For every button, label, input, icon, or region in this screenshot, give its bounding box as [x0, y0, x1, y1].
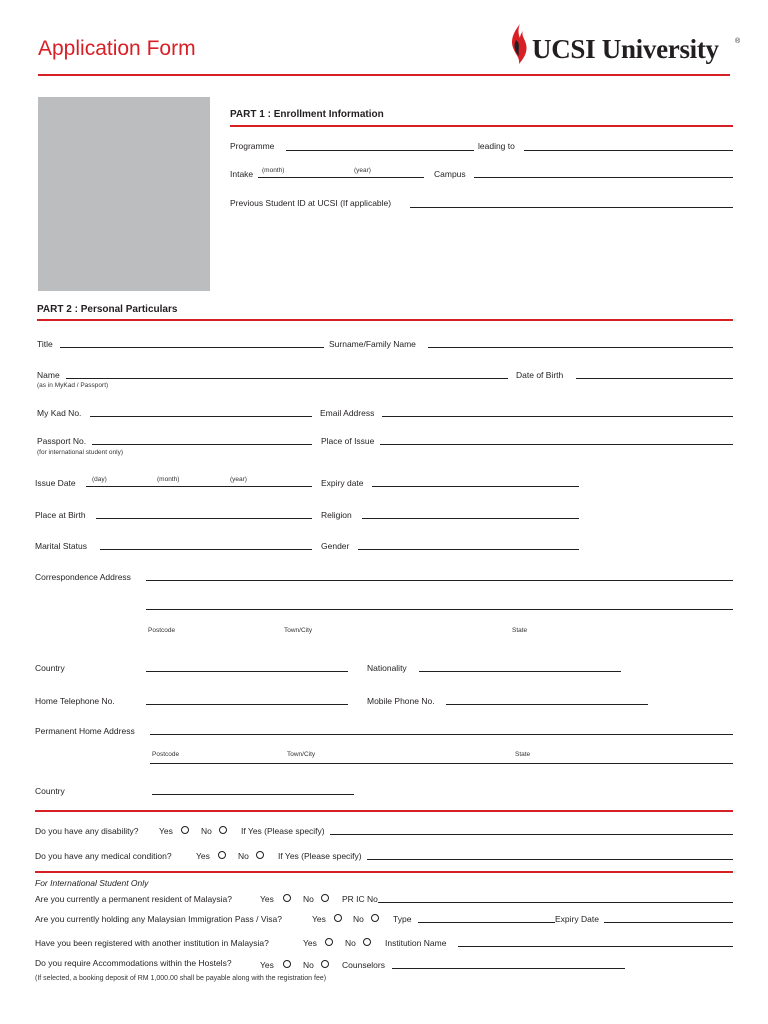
pr-no-label: No [303, 894, 314, 904]
corr-town-label: Town/City [284, 627, 313, 634]
flame-icon [508, 22, 532, 66]
intake-label: Intake [230, 169, 254, 179]
intake-month-hint: (month) [262, 167, 285, 174]
disability-no-label: No [201, 826, 212, 836]
acc-no-radio[interactable] [321, 960, 329, 968]
corr-postcode-label: Postcode [148, 627, 176, 634]
issue-day-hint: (day) [92, 476, 107, 483]
acc-yes-radio[interactable] [283, 960, 291, 968]
mobile-label: Mobile Phone No. [367, 696, 435, 706]
intake-year-hint: (year) [354, 167, 371, 174]
passport-hint: (for international student only) [37, 449, 123, 456]
disability-no-radio[interactable] [219, 826, 227, 834]
medical-yes-label: Yes [196, 851, 210, 861]
acc-no-label: No [303, 960, 314, 970]
medical-yes-radio[interactable] [218, 851, 226, 859]
pass-no-radio[interactable] [371, 914, 379, 922]
programme-label: Programme [230, 141, 275, 151]
pr-yes-label: Yes [260, 894, 274, 904]
pr-no-radio[interactable] [321, 894, 329, 902]
email-field[interactable] [382, 416, 733, 417]
inst-name-label: Institution Name [385, 938, 447, 948]
surname-field[interactable] [428, 347, 733, 348]
name-field[interactable] [66, 378, 508, 379]
country-label: Country [35, 663, 65, 673]
home-tel-label: Home Telephone No. [35, 696, 115, 706]
prev-id-field[interactable] [410, 207, 733, 208]
pr-ic-field[interactable] [378, 902, 733, 903]
issue-date-label: Issue Date [35, 478, 76, 488]
country-field[interactable] [146, 671, 348, 672]
leading-to-label: leading to [478, 141, 515, 151]
page-title: Application Form [38, 37, 196, 60]
acc-question: Do you require Accommodations within the Hostels? [35, 958, 232, 968]
pass-no-label: No [353, 914, 364, 924]
place-birth-field[interactable] [96, 518, 312, 519]
reg-no-radio[interactable] [363, 938, 371, 946]
passport-field[interactable] [92, 444, 312, 445]
passport-label: Passport No. [37, 436, 87, 446]
pass-yes-radio[interactable] [334, 914, 342, 922]
reg-yes-label: Yes [303, 938, 317, 948]
expiry-field[interactable] [372, 486, 579, 487]
dob-field[interactable] [576, 378, 733, 379]
expiry-label: Expiry date [321, 478, 364, 488]
intake-field[interactable] [258, 177, 424, 178]
nationality-label: Nationality [367, 663, 407, 673]
medical-no-radio[interactable] [256, 851, 264, 859]
counselors-label: Counselors [342, 960, 385, 970]
logo-registered-mark: ® [735, 38, 741, 45]
place-issue-label: Place of Issue [321, 436, 375, 446]
pass-type-field[interactable] [418, 922, 555, 923]
place-birth-label: Place at Birth [35, 510, 86, 520]
religion-field[interactable] [362, 518, 579, 519]
issue-month-hint: (month) [157, 476, 180, 483]
intl-divider [35, 871, 733, 873]
dob-label: Date of Birth [516, 370, 564, 380]
surname-label: Surname/Family Name [329, 339, 416, 349]
religion-label: Religion [321, 510, 352, 520]
medical-no-label: No [238, 851, 249, 861]
inst-name-field[interactable] [458, 946, 733, 947]
logo-text: UCSI University [532, 34, 719, 64]
disability-yes-label: Yes [159, 826, 173, 836]
corr-address-field[interactable] [146, 580, 733, 581]
home-tel-field[interactable] [146, 704, 348, 705]
country2-field[interactable] [152, 794, 354, 795]
corr-address-label: Correspondence Address [35, 572, 131, 582]
reg-question: Have you been registered with another institution in Malaysia? [35, 938, 269, 948]
reg-yes-radio[interactable] [325, 938, 333, 946]
mykad-field[interactable] [90, 416, 312, 417]
country2-label: Country [35, 786, 65, 796]
name-hint: (as in MyKad / Passport) [37, 382, 109, 389]
perm-address-line2[interactable] [150, 763, 733, 764]
medical-specify-label: If Yes (Please specify) [278, 851, 362, 861]
campus-field[interactable] [474, 177, 733, 178]
nationality-field[interactable] [419, 671, 621, 672]
part1-heading: PART 1 : Enrollment Information [230, 109, 384, 120]
name-label: Name [37, 370, 60, 380]
disability-specify-label: If Yes (Please specify) [241, 826, 325, 836]
part1-divider [230, 125, 733, 127]
place-issue-field[interactable] [380, 444, 733, 445]
pass-yes-label: Yes [312, 914, 326, 924]
email-label: Email Address [320, 408, 375, 418]
programme-field[interactable] [286, 150, 474, 151]
mobile-field[interactable] [446, 704, 648, 705]
gender-label: Gender [321, 541, 350, 551]
perm-state-label: State [515, 751, 531, 758]
perm-address-field[interactable] [150, 734, 733, 735]
corr-address-line2[interactable] [146, 609, 733, 610]
reg-no-label: No [345, 938, 356, 948]
prev-id-label: Previous Student ID at UCSI (If applicable) [230, 198, 392, 208]
pass-question: Are you currently holding any Malaysian Immigration Pass / Visa? [35, 914, 282, 924]
part2-divider [37, 319, 733, 321]
acc-yes-label: Yes [260, 960, 274, 970]
pass-expiry-field[interactable] [604, 922, 733, 923]
issue-year-hint: (year) [230, 476, 247, 483]
gender-field[interactable] [358, 549, 579, 550]
intl-heading: For International Student Only [35, 878, 149, 888]
pass-type-label: Type [393, 914, 412, 924]
pass-expiry-label: Expiry Date [555, 914, 599, 924]
perm-address-label: Permanent Home Address [35, 726, 135, 736]
medical-specify-field[interactable] [367, 859, 733, 860]
title-field[interactable] [60, 347, 324, 348]
disability-specify-field[interactable] [330, 834, 733, 835]
acc-note: (If selected, a booking deposit of RM 1,000.00 shall be payable along with the registration fee) [35, 975, 327, 982]
title-label: Title [37, 339, 53, 349]
mykad-label: My Kad No. [37, 408, 82, 418]
disability-question: Do you have any disability? [35, 826, 139, 836]
part2-heading: PART 2 : Personal Particulars [37, 304, 178, 315]
medical-question: Do you have any medical condition? [35, 851, 172, 861]
header-divider [38, 74, 730, 76]
counselors-field[interactable] [392, 968, 625, 969]
marital-label: Marital Status [35, 541, 87, 551]
pr-yes-radio[interactable] [283, 894, 291, 902]
perm-postcode-label: Postcode [152, 751, 180, 758]
health-divider [35, 810, 733, 812]
disability-yes-radio[interactable] [181, 826, 189, 834]
campus-label: Campus [434, 169, 466, 179]
pr-ic-label: PR IC No [342, 894, 378, 904]
issue-date-field[interactable] [86, 486, 312, 487]
marital-field[interactable] [100, 549, 312, 550]
pr-question: Are you currently a permanent resident of Malaysia? [35, 894, 233, 904]
corr-state-label: State [512, 627, 528, 634]
photo-box[interactable] [38, 97, 210, 291]
perm-town-label: Town/City [287, 751, 316, 758]
leading-to-field[interactable] [524, 150, 733, 151]
